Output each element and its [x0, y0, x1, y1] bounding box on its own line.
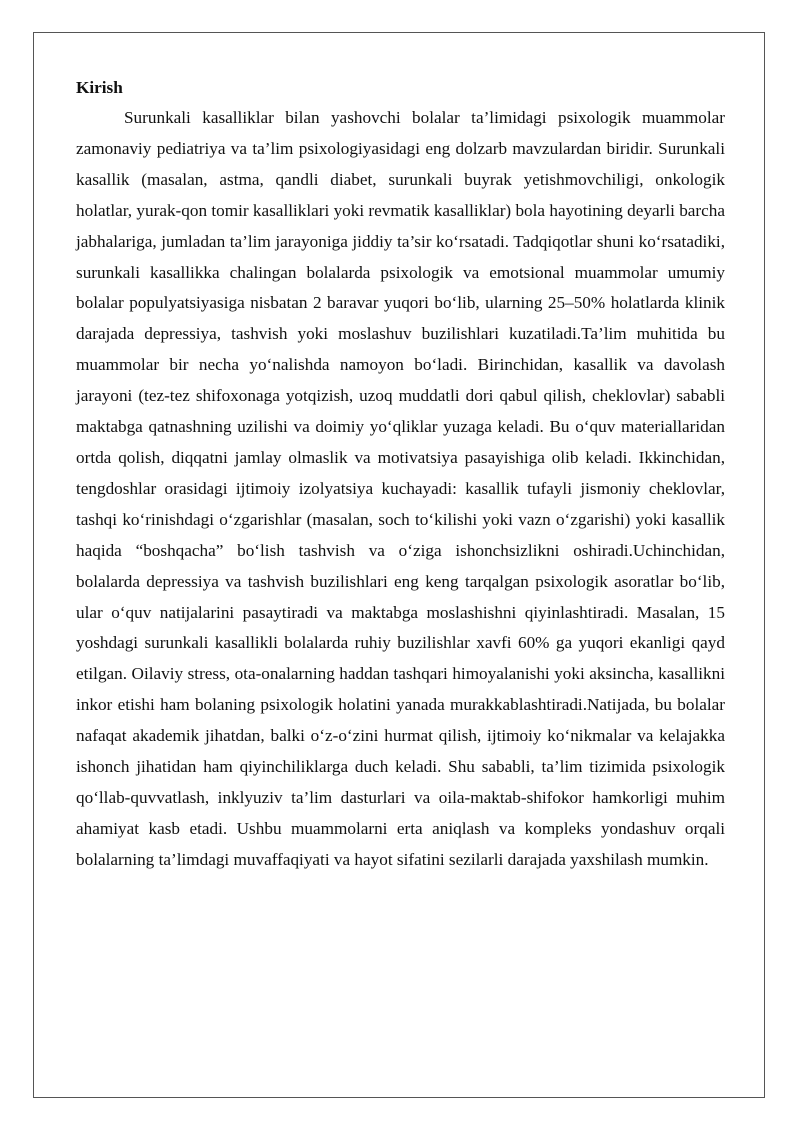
section-heading: Kirish — [76, 78, 123, 97]
body-paragraph: Surunkali kasalliklar bilan yashovchi bolalar ta’limidagi psixologik muammolar zamonaviy pediatriya va ta’lim psixologiyasidagi eng dolzarb mavzulardan biridir. Surunkali kasallik (masalan, astma, qandli diabet, surunkali buyrak yetishmovchiligi, onkologik holatlar, yurak-qon tomir kasalliklari yoki revmatik kasalliklar) bola hayotining deyarli barcha jabhalariga, jumladan ta’lim jarayoniga jiddiy ta’sir ko‘rsatadi. Tadqiqotlar shuni ko‘rsatadiki, surunkali kasallikka chalingan bolalarda psixologik va emotsional muammolar umumiy bolalar populyatsiyasiga nisbatan 2 baravar yuqori bo‘lib, ularning 25–50% holatlarda klinik darajada depressiya, tashvish yoki moslashuv buzilishlari kuzatiladi.Ta’lim muhitida bu muammolar bir necha yo‘nalishda namoyon bo‘ladi. Birinchidan, kasallik va davolash jarayoni (tez-tez shifoxonaga yotqizish, uzoq muddatli dori qabul qilish, cheklovlar) sababli maktabga qatnashning uzilishi va doimiy yo‘qliklar yuzaga keladi. Bu o‘quv materiallaridan ortda qolish, diqqatni jamlay olmaslik va motivatsiya pasayishiga olib keladi. Ikkinchidan, tengdoshlar orasidagi ijtimoiy izolyatsiya kuchayadi: kasallik tufayli jismoniy cheklovlar, tashqi ko‘rinishdagi o‘zgarishlar (masalan, soch to‘kilishi yoki vazn o‘zgarishi) yoki kasallik haqida “boshqacha” bo‘lish tashvish va o‘ziga ishonchsizlikni oshiradi.Uchinchidan, bolalarda depressiya va tashvish buzilishlari eng keng tarqalgan psixologik asoratlar bo‘lib, ular o‘quv natijalarini pasaytiradi va maktabga moslashishni qiyinlashtiradi. Masalan, 15 yoshdagi surunkali kasallikli bolalarda ruhiy buzilishlar xavfi 60% ga yuqori ekanligi qayd etilgan. Oilaviy stress, ota-onalarning haddan tashqari himoyalanishi yoki aksincha, kasallikni inkor etishi ham bolaning psixologik holatini yanada murakkablashtiradi.Natijada, bu bolalar nafaqat akademik jihatdan, balki o‘z-o‘zini hurmat qilish, ijtimoiy ko‘nikmalar va kelajakka ishonch jihatidan ham qiyinchiliklarga duch keladi. Shu sababli, ta’lim tizimida psixologik qo‘llab-quvvatlash, inklyuziv ta’lim dasturlari va oila-maktab-shifokor hamkorligi muhim ahamiyat kasb etadi. Ushbu muammolarni erta aniqlash va kompleks yondashuv orqali bolalarning ta’limdagi muvaffaqiyati va hayot sifatini sezilarli darajada yaxshilash mumkin. — [76, 108, 725, 869]
document-body — [76, 73, 725, 876]
